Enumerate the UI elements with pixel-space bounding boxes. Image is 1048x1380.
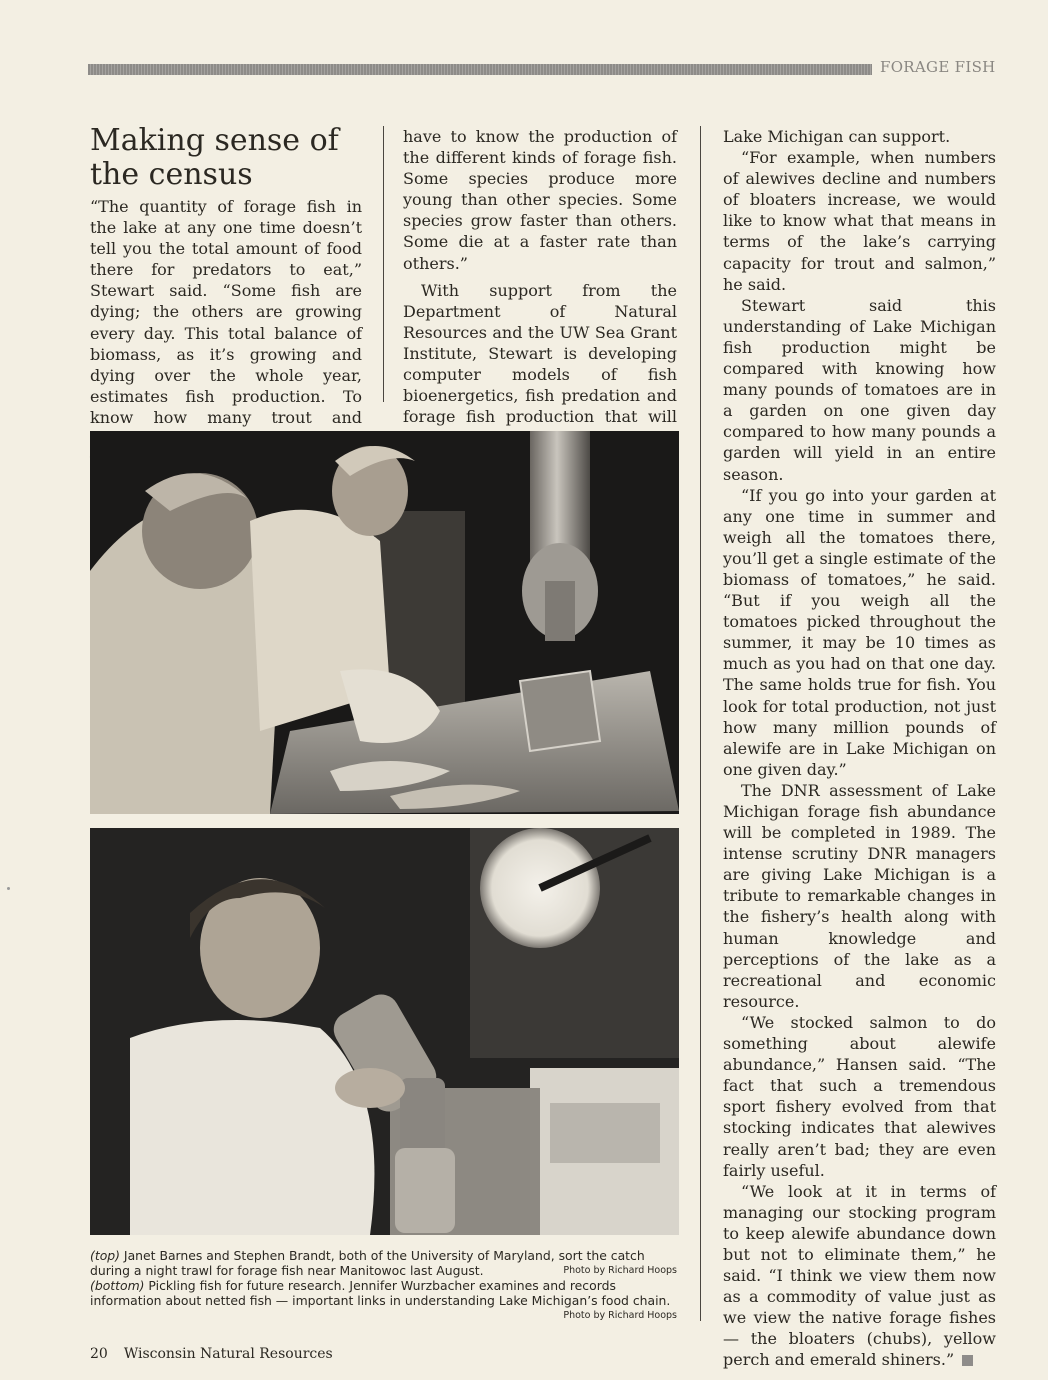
paragraph-text: “We look at it in terms of managing our stocking program to keep alewife abundance down but not to eliminate them,” he said. “I think we view them now as a commodity of value just as we view the native forage fishes — the bloaters (chubs), yellow perch and emerald shiners.” (723, 1181, 996, 1370)
page-number: 20 (90, 1346, 108, 1362)
column-divider (383, 126, 384, 402)
photo-sorting-catch-image (90, 431, 679, 814)
article-headline: Making sense of the census (90, 123, 339, 192)
publication-name: Wisconsin Natural Resources (123, 1346, 333, 1362)
paragraph: “For example, when numbers of alewives decline and numbers of bloaters increase, we would like to know what that means in terms of the lake’s carrying capacity for trout and salmon,” he said. (723, 148, 996, 294)
paragraph: have to know the production of the different kinds of forage fish. Some species produce more young than other species. Some species grow faster than others. Some die at a faster rate than others.” (403, 127, 677, 273)
paragraph: “We stocked salmon to do something about alewife abundance,” Hansen said. “The fact that such a tremendous sport fishery evolved from that stocking indicates that alewives really aren’t bad; they are even fairly useful. (723, 1012, 996, 1180)
paragraph: Lake Michigan can support. (723, 127, 951, 146)
page-speck (7, 887, 10, 890)
caption-top (90, 1248, 677, 1278)
paragraph (723, 1181, 996, 1371)
paragraph: The DNR assessment of Lake Michigan forage fish abundance will be completed in 1989. The intense scrutiny DNR managers are giving Lake Michigan is a tribute to remarkable changes in the fishery’s health along with human knowledge and perceptions of the lake as a recreational and economic resource. (723, 780, 996, 1011)
caption-bottom (90, 1278, 677, 1308)
paragraph: With support from the Department of Natural Resources and the UW Sea Grant Institute, Stewart is developing computer models of fish bioenergetics, fish predation and forage fish production that will (403, 280, 677, 427)
column-2 (403, 126, 677, 470)
photo-sorting-catch (90, 431, 679, 814)
column-divider (700, 126, 701, 1321)
page-footer (90, 1346, 333, 1362)
paragraph: Stewart said this understanding of Lake Michigan fish production might be compared with knowing how many pounds of tomatoes are in a garden on one given day compared to how many pounds a garden will yield in an entire season. (723, 295, 996, 484)
photo-pickling-fish-image (90, 828, 679, 1235)
section-rule (88, 64, 872, 75)
paragraph: “The quantity of forage fish in the lake at any one time doesn’t tell you the total amount of food there for predators to eat,” Stewart said. “Some fish are dying; the others are growing every day. This total balance of biomass, as it’s growing and dying over the whole year, estimates fish production. To know how many trout and (90, 197, 362, 427)
caption-top-label: (top) (90, 1248, 120, 1263)
photo-pickling-fish (90, 828, 679, 1235)
photo-credit-bottom: Photo by Richard Hoops (563, 1310, 677, 1321)
column-3 (723, 126, 996, 1371)
caption-bottom-label: (bottom) (90, 1278, 145, 1293)
caption-top-text: Janet Barnes and Stephen Brandt, both of the University of Maryland, sort the catch during a night trawl for forage fish near Manitowoc last August. (90, 1248, 645, 1278)
section-label: FORAGE FISH (880, 58, 996, 76)
column-1 (90, 196, 362, 470)
paragraph: “If you go into your garden at any one time in summer and weigh all the tomatoes there, you’ll get a single estimate of the biomass of tomatoes,” he said. “But if you weigh all the tomatoes picked throughout the summer, it may be 10 times as much as you had on that one day. The same holds true for fish. You look for total production, not just how many million pounds of alewife are in Lake Michigan on one given day.” (723, 485, 996, 779)
photo-caption (90, 1248, 677, 1323)
photo-credit-top: Photo by Richard Hoops (563, 1265, 677, 1276)
caption-bottom-text: Pickling fish for future research. Jennifer Wurzbacher examines and records information about netted fish — important links in understanding Lake Michigan’s food chain. (90, 1278, 671, 1308)
end-of-article-mark (962, 1355, 973, 1366)
